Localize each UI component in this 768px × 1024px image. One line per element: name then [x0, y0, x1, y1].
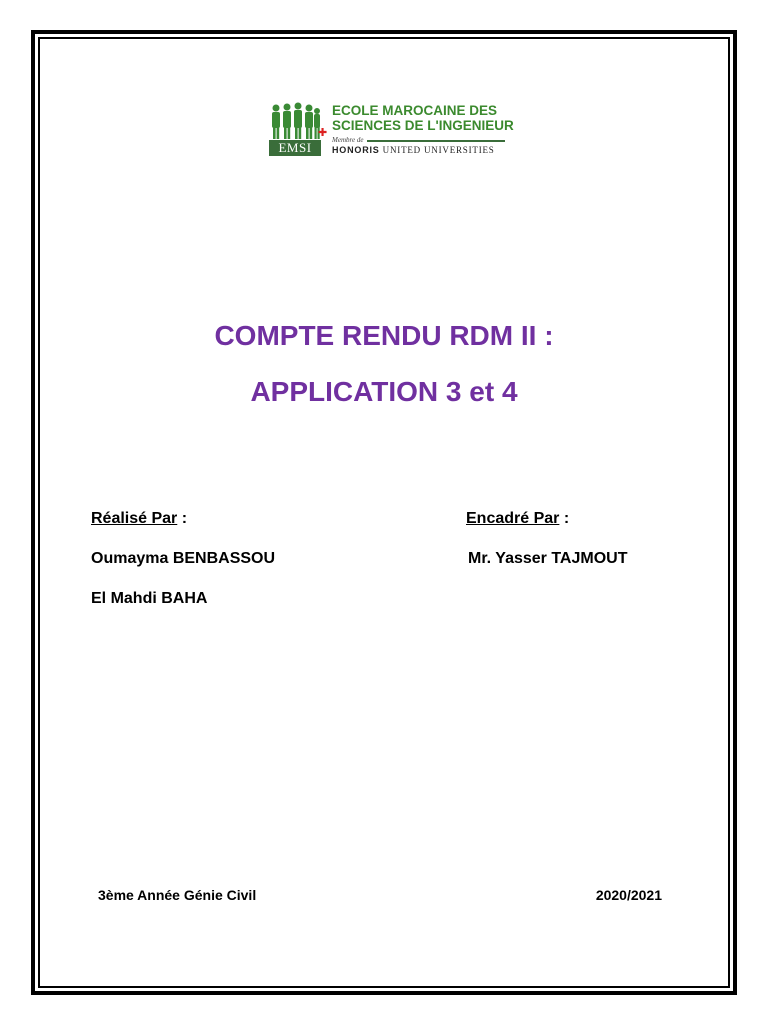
network-name-bold: HONORIS	[332, 145, 380, 155]
supervisor-heading-label: Encadré Par	[466, 510, 560, 527]
author-name: Oumayma BENBASSOU	[91, 550, 276, 567]
authors-heading-colon: :	[177, 510, 188, 527]
author-name: El Mahdi BAHA	[91, 590, 208, 607]
supervisor-name: Mr. Yasser TAJMOUT	[468, 550, 628, 567]
document-title-line1: COMPTE RENDU RDM II :	[214, 320, 554, 351]
supervisor-heading	[466, 509, 569, 529]
network-name	[332, 145, 495, 155]
class-label: 3ème Année Génie Civil	[98, 887, 257, 903]
member-of-text: Membre de	[332, 136, 364, 144]
authors-heading	[91, 509, 187, 529]
people-silhouettes-icon	[269, 102, 321, 140]
school-name-line2: SCIENCES DE L'INGENIEUR	[332, 118, 514, 133]
logo-badge: EMSI	[269, 140, 321, 156]
academic-year: 2020/2021	[595, 887, 662, 903]
supervisor-heading-colon: :	[559, 510, 570, 527]
authors-heading-label: Réalisé Par	[91, 510, 178, 527]
school-name-line1: ECOLE MAROCAINE DES	[332, 103, 498, 118]
school-logo	[267, 100, 512, 162]
red-cross-icon: ✚	[318, 127, 328, 139]
logo-divider	[367, 140, 505, 142]
document-title-line2: APPLICATION 3 et 4	[250, 376, 518, 407]
network-name-rest: UNITED UNIVERSITIES	[382, 145, 495, 155]
